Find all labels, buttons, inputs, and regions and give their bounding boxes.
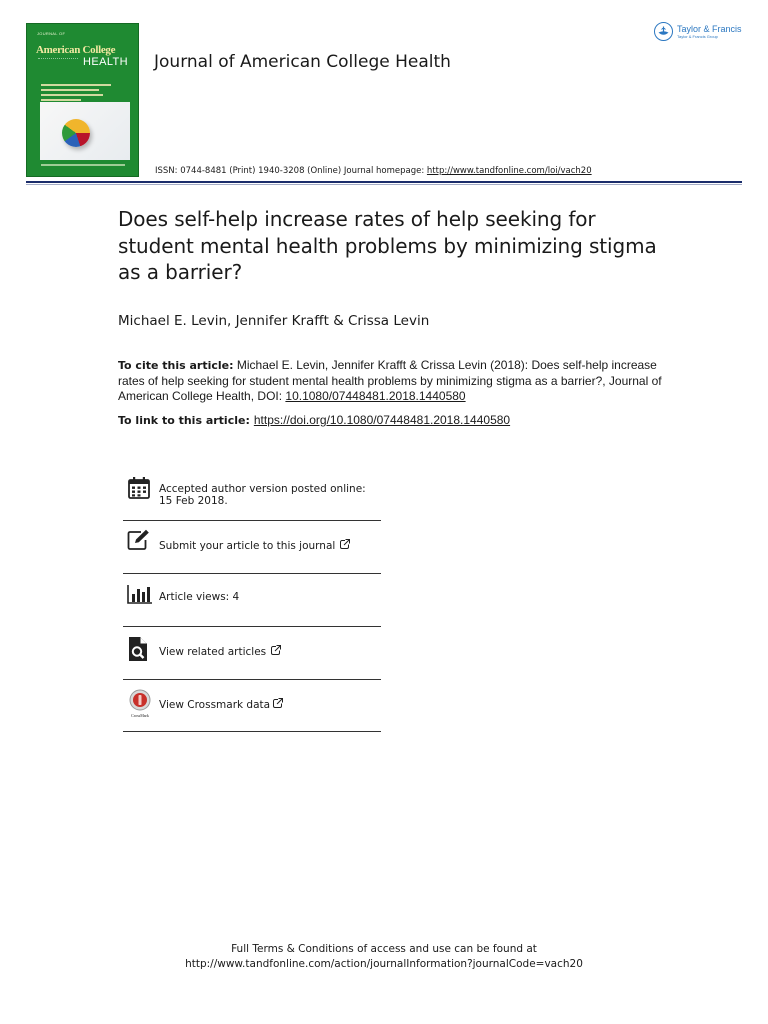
crossmark-link[interactable] [159,698,283,712]
info-item-accepted [123,470,381,521]
taylor-francis-icon [654,22,673,41]
citation-block [118,358,663,405]
info-item-related[interactable] [123,627,381,680]
doi-link[interactable]: 10.1080/07448481.2018.1440580 [285,389,466,403]
crossmark-icon [127,689,153,718]
bar-chart-icon [127,584,153,608]
article-info-list [123,470,381,732]
link-label: To link to this article: [118,414,250,427]
external-link-icon [339,539,350,553]
related-articles-label: View related articles [159,646,267,658]
cover-small-title: JOURNAL OF [37,31,66,36]
cover-text-lines [41,84,121,104]
info-item-submit[interactable] [123,521,381,574]
crossmark-label: View Crossmark data [159,699,271,711]
footer-terms-text: Full Terms & Conditions of access and use can be found at [231,943,537,955]
article-authors: Michael E. Levin, Jennifer Krafft & Crissa Levin [118,313,430,329]
article-views-text: Article views: 4 [159,591,240,603]
publisher-logo[interactable] [654,22,742,41]
external-link-icon [272,698,283,712]
cover-globe-icon [62,119,90,147]
footer [0,942,768,972]
journal-name: Journal of American College Health [154,52,451,72]
article-doi-url[interactable]: https://doi.org/10.1080/07448481.2018.1440580 [253,413,511,427]
submit-article-link[interactable] [159,539,350,553]
journal-cover-image [26,23,139,177]
citation-text: Michael E. Levin, Jennifer Krafft & Crissa Levin (2018): Does self-help increase rates of help seeking for student mental health problems by minimizing stigma as a barrier?, Journal of American College Health, DOI: [118,358,662,403]
article-link-line [118,413,510,427]
issn-text: ISSN: 0744-8481 (Print) 1940-3208 (Online) Journal homepage: [155,166,427,176]
calendar-icon [127,476,151,504]
publisher-sub: Taylor & Francis Group [677,33,718,39]
edit-icon [127,529,151,555]
cover-artwork [40,102,130,160]
info-item-crossmark[interactable] [123,680,381,732]
cover-subtitle: HEALTH [83,56,128,68]
crossmark-badge-text: CrossMark [131,713,149,718]
header-divider [26,181,742,183]
info-item-views [123,574,381,627]
citation-label: To cite this article: [118,359,234,372]
cover-title: American College [36,44,116,56]
cover-divider [38,58,78,69]
publisher-name: Taylor & Francis [677,23,742,34]
accepted-date-text: Accepted author version posted online: 15 Feb 2018. [159,483,366,507]
external-link-icon [270,645,281,659]
footer-terms-url[interactable]: http://www.tandfonline.com/action/journalInformation?journalCode=vach20 [185,958,583,970]
issn-line [155,166,592,176]
search-document-icon [127,636,149,666]
header-divider-thin [26,184,742,185]
article-title: Does self-help increase rates of help seeking for student mental health problems by minimizing stigma as a barrier? [118,207,657,284]
journal-homepage-link[interactable]: http://www.tandfonline.com/loi/vach20 [426,166,592,176]
submit-article-label: Submit your article to this journal [159,540,336,552]
cover-footer-line [41,164,125,166]
related-articles-link[interactable] [159,645,281,659]
